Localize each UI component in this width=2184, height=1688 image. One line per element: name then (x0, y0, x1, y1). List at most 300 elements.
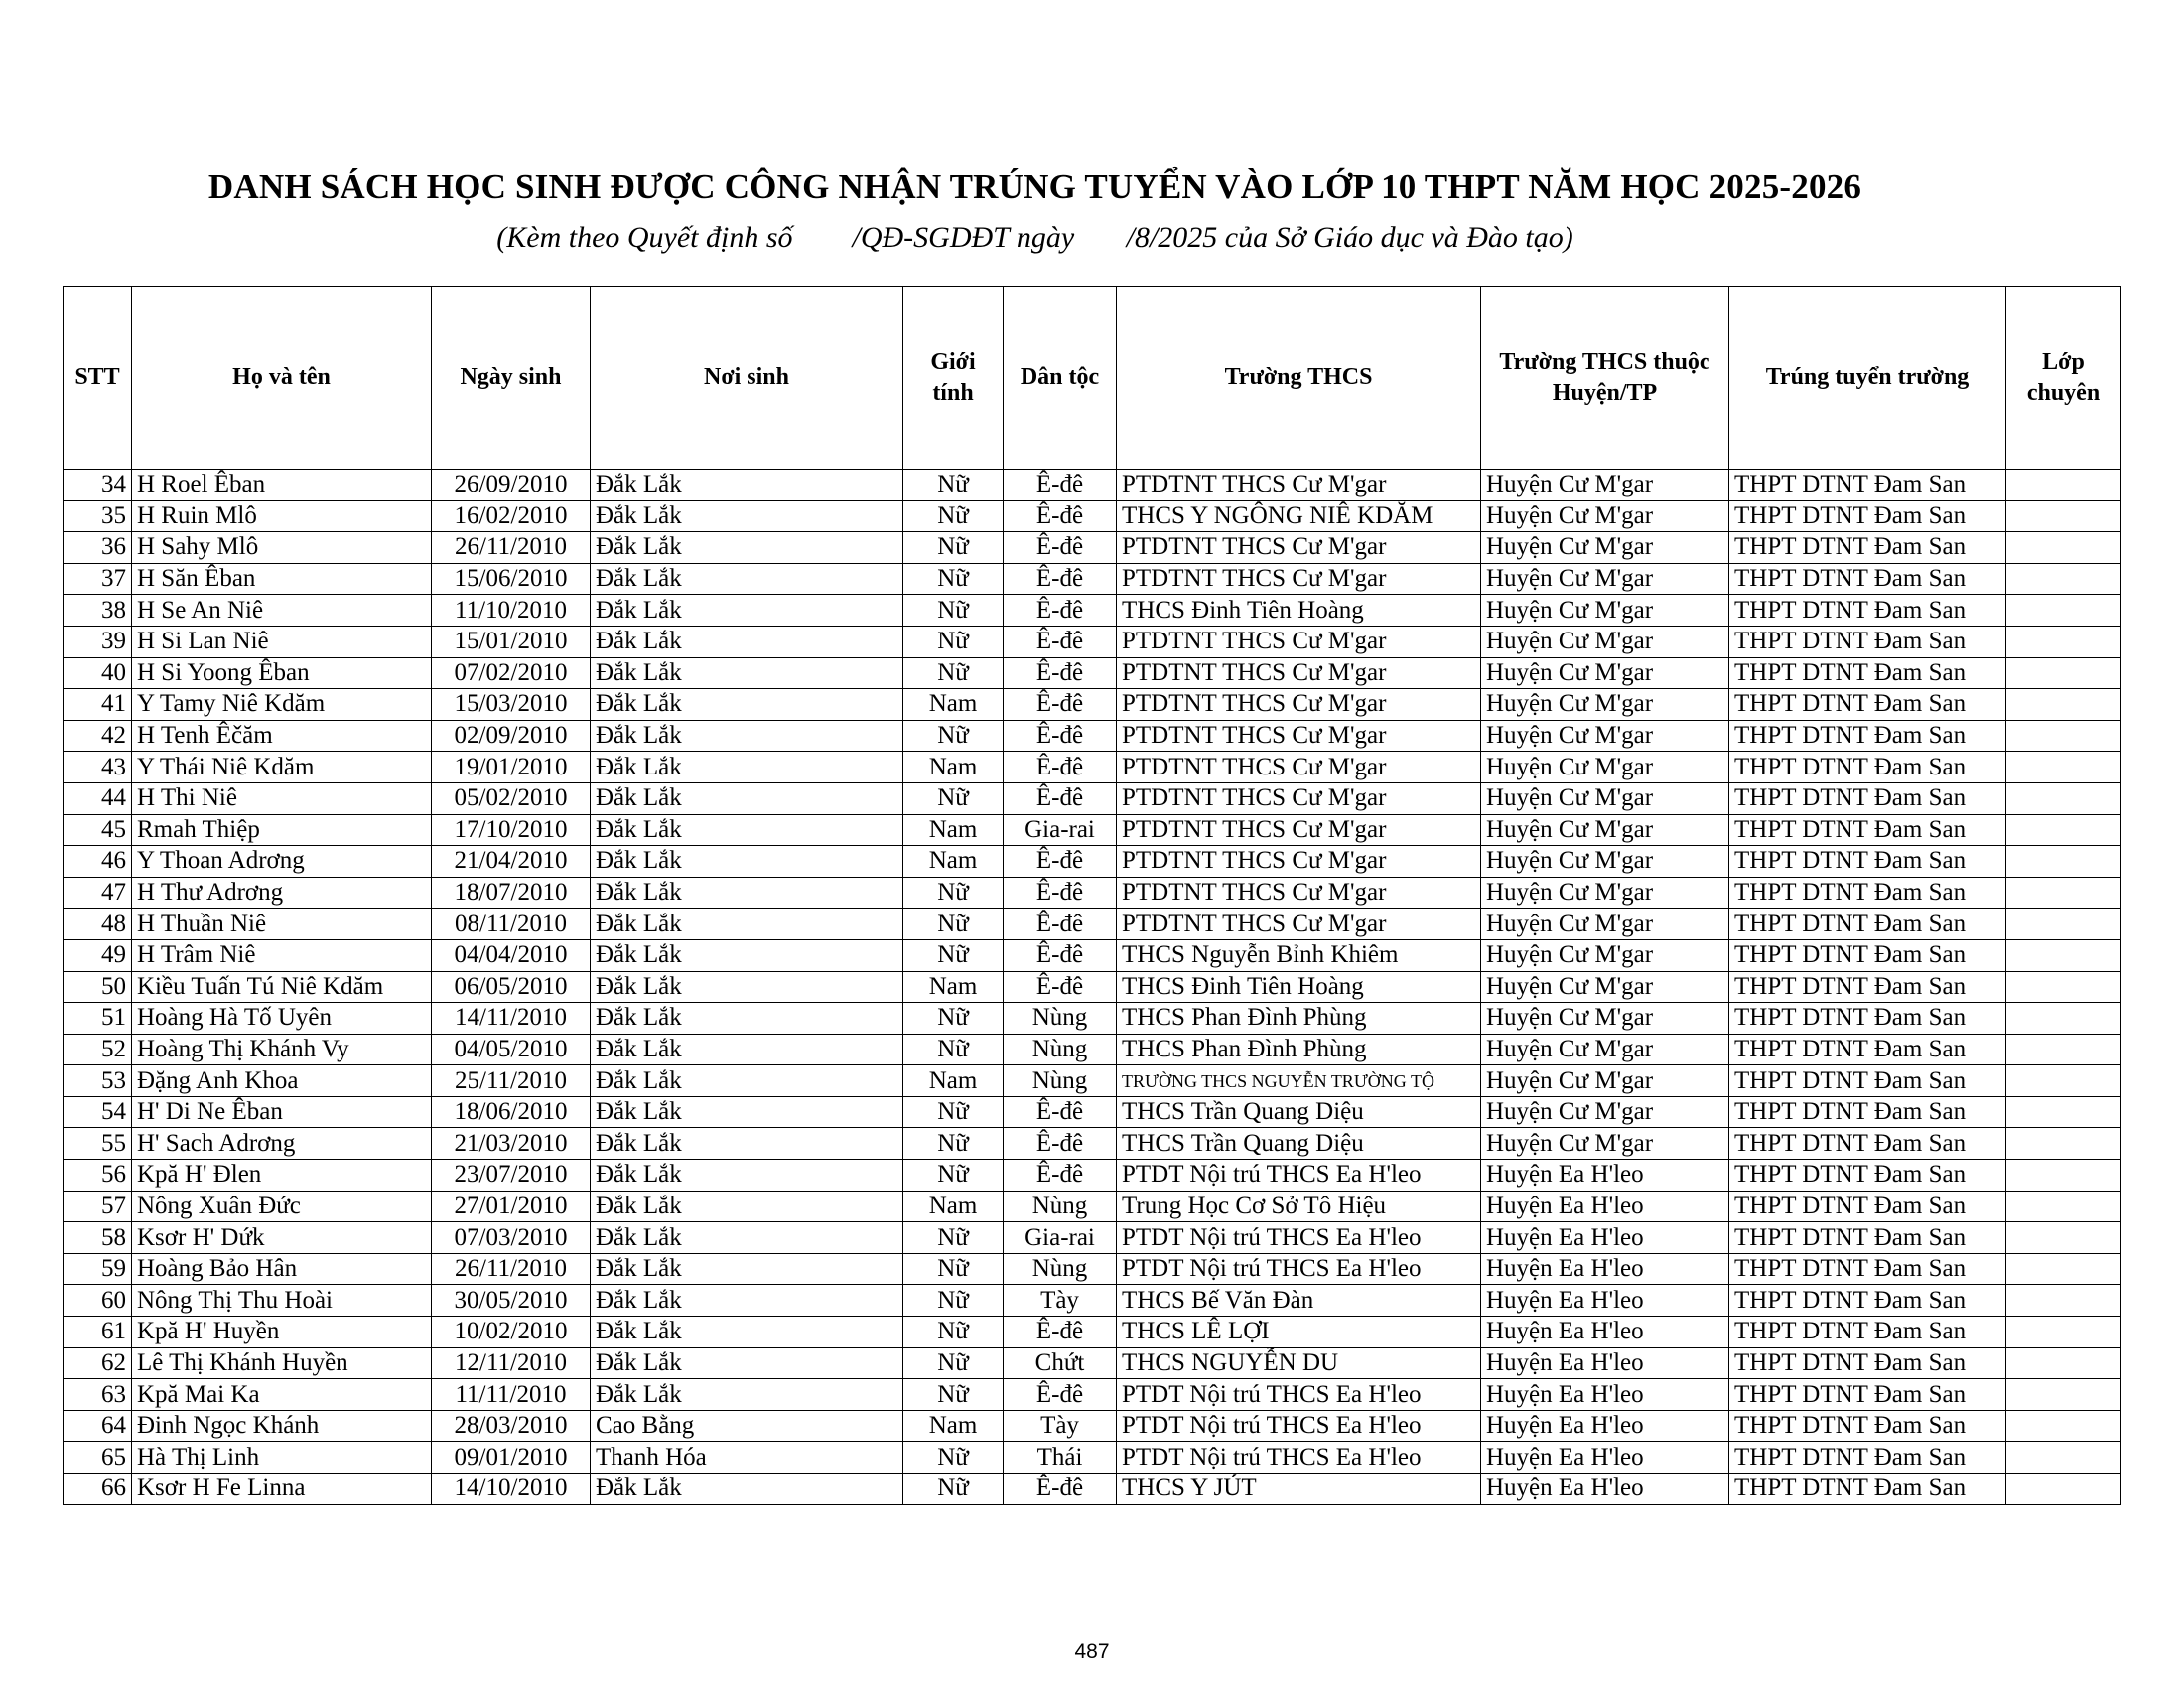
cell-special (2006, 939, 2121, 971)
cell-special (2006, 752, 2121, 783)
cell-school: THCS Đinh Tiên Hoàng (1117, 971, 1481, 1003)
cell-birthplace: Đắk Lắk (591, 1065, 903, 1097)
cell-district: Huyện Cư M'gar (1481, 1065, 1729, 1097)
table-row (64, 1253, 2121, 1285)
cell-school: THCS Y JÚT (1117, 1474, 1481, 1505)
cell-district: Huyện Ea H'leo (1481, 1253, 1729, 1285)
cell-gender: Nam (903, 1191, 1004, 1222)
cell-admitted: THPT DTNT Đam San (1729, 1065, 2006, 1097)
cell-special (2006, 1474, 2121, 1505)
cell-dob: 25/11/2010 (432, 1065, 591, 1097)
cell-school: PTDTNT THCS Cư M'gar (1117, 752, 1481, 783)
cell-stt: 51 (64, 1003, 132, 1035)
cell-school: PTDTNT THCS Cư M'gar (1117, 720, 1481, 752)
table-row (64, 657, 2121, 689)
cell-birthplace: Đắk Lắk (591, 1128, 903, 1160)
cell-gender: Nữ (903, 1222, 1004, 1254)
cell-dob: 02/09/2010 (432, 720, 591, 752)
cell-gender: Nữ (903, 877, 1004, 909)
cell-special (2006, 782, 2121, 814)
cell-stt: 43 (64, 752, 132, 783)
cell-birthplace: Thanh Hóa (591, 1442, 903, 1474)
table-row (64, 1379, 2121, 1411)
cell-school: PTDTNT THCS Cư M'gar (1117, 470, 1481, 501)
cell-ethnicity: Ê-đê (1004, 1128, 1117, 1160)
cell-stt: 61 (64, 1317, 132, 1348)
cell-admitted: THPT DTNT Đam San (1729, 1253, 2006, 1285)
cell-district: Huyện Ea H'leo (1481, 1222, 1729, 1254)
header-ethnicity: Dân tộc (1004, 287, 1117, 470)
table-row (64, 500, 2121, 532)
cell-birthplace: Đắk Lắk (591, 1317, 903, 1348)
cell-admitted: THPT DTNT Đam San (1729, 1410, 2006, 1442)
cell-name: H Sahy Mlô (132, 532, 432, 564)
cell-admitted: THPT DTNT Đam San (1729, 1474, 2006, 1505)
header-admitted: Trúng tuyển trường (1729, 287, 2006, 470)
cell-gender: Nam (903, 814, 1004, 846)
cell-stt: 62 (64, 1347, 132, 1379)
header-name: Họ và tên (132, 287, 432, 470)
cell-district: Huyện Ea H'leo (1481, 1379, 1729, 1411)
cell-gender: Nữ (903, 1317, 1004, 1348)
cell-gender: Nữ (903, 1096, 1004, 1128)
cell-birthplace: Đắk Lắk (591, 1096, 903, 1128)
table-row (64, 470, 2121, 501)
cell-name: H Ruin Mlô (132, 500, 432, 532)
cell-name: Kpă H' Huyền (132, 1317, 432, 1348)
cell-district: Huyện Ea H'leo (1481, 1347, 1729, 1379)
cell-gender: Nữ (903, 532, 1004, 564)
cell-district: Huyện Ea H'leo (1481, 1410, 1729, 1442)
cell-stt: 40 (64, 657, 132, 689)
cell-birthplace: Đắk Lắk (591, 1191, 903, 1222)
cell-name: Ksơr H' Dứk (132, 1222, 432, 1254)
cell-birthplace: Đắk Lắk (591, 1474, 903, 1505)
cell-ethnicity: Ê-đê (1004, 689, 1117, 721)
cell-ethnicity: Ê-đê (1004, 532, 1117, 564)
cell-gender: Nữ (903, 470, 1004, 501)
cell-admitted: THPT DTNT Đam San (1729, 563, 2006, 595)
table-row (64, 846, 2121, 878)
cell-name: Hoàng Hà Tố Uyên (132, 1003, 432, 1035)
cell-stt: 60 (64, 1285, 132, 1317)
cell-birthplace: Đắk Lắk (591, 1347, 903, 1379)
cell-stt: 39 (64, 626, 132, 657)
cell-dob: 05/02/2010 (432, 782, 591, 814)
cell-admitted: THPT DTNT Đam San (1729, 1347, 2006, 1379)
cell-special (2006, 1442, 2121, 1474)
cell-special (2006, 1160, 2121, 1192)
cell-special (2006, 846, 2121, 878)
cell-stt: 52 (64, 1034, 132, 1065)
cell-stt: 54 (64, 1096, 132, 1128)
cell-admitted: THPT DTNT Đam San (1729, 657, 2006, 689)
cell-special (2006, 657, 2121, 689)
cell-gender: Nữ (903, 1034, 1004, 1065)
cell-admitted: THPT DTNT Đam San (1729, 939, 2006, 971)
table-row (64, 1285, 2121, 1317)
table-row (64, 1034, 2121, 1065)
cell-dob: 15/01/2010 (432, 626, 591, 657)
cell-name: Ksơr H Fe Linna (132, 1474, 432, 1505)
table-row (64, 1474, 2121, 1505)
cell-stt: 49 (64, 939, 132, 971)
cell-birthplace: Đắk Lắk (591, 470, 903, 501)
cell-district: Huyện Cư M'gar (1481, 971, 1729, 1003)
cell-ethnicity: Ê-đê (1004, 595, 1117, 627)
cell-admitted: THPT DTNT Đam San (1729, 1379, 2006, 1411)
cell-dob: 27/01/2010 (432, 1191, 591, 1222)
cell-ethnicity: Gia-rai (1004, 1222, 1117, 1254)
cell-special (2006, 595, 2121, 627)
cell-gender: Nữ (903, 1474, 1004, 1505)
cell-school: PTDTNT THCS Cư M'gar (1117, 532, 1481, 564)
cell-stt: 48 (64, 909, 132, 940)
cell-name: H' Sach Adrơng (132, 1128, 432, 1160)
cell-district: Huyện Cư M'gar (1481, 877, 1729, 909)
cell-district: Huyện Ea H'leo (1481, 1160, 1729, 1192)
cell-gender: Nam (903, 846, 1004, 878)
document-subtitle: (Kèm theo Quyết định số /QĐ-SGDĐT ngày /8/2025 của Sở Giáo dục và Đào tạo) (496, 221, 1573, 254)
table-row (64, 595, 2121, 627)
cell-name: Hoàng Thị Khánh Vy (132, 1034, 432, 1065)
cell-name: H Tenh Êčăm (132, 720, 432, 752)
cell-district: Huyện Cư M'gar (1481, 752, 1729, 783)
table-row (64, 1003, 2121, 1035)
cell-birthplace: Đắk Lắk (591, 1003, 903, 1035)
table-row (64, 626, 2121, 657)
cell-district: Huyện Cư M'gar (1481, 814, 1729, 846)
cell-school: THCS Đinh Tiên Hoàng (1117, 595, 1481, 627)
cell-admitted: THPT DTNT Đam San (1729, 532, 2006, 564)
cell-admitted: THPT DTNT Đam San (1729, 846, 2006, 878)
cell-district: Huyện Cư M'gar (1481, 595, 1729, 627)
table-body (64, 470, 2121, 1505)
cell-district: Huyện Cư M'gar (1481, 563, 1729, 595)
cell-dob: 11/11/2010 (432, 1379, 591, 1411)
cell-birthplace: Đắk Lắk (591, 689, 903, 721)
cell-admitted: THPT DTNT Đam San (1729, 1317, 2006, 1348)
cell-stt: 47 (64, 877, 132, 909)
cell-district: Huyện Cư M'gar (1481, 1096, 1729, 1128)
cell-district: Huyện Cư M'gar (1481, 500, 1729, 532)
cell-district: Huyện Ea H'leo (1481, 1474, 1729, 1505)
cell-dob: 04/04/2010 (432, 939, 591, 971)
cell-school: PTDT Nội trú THCS Ea H'leo (1117, 1442, 1481, 1474)
cell-school: PTDTNT THCS Cư M'gar (1117, 689, 1481, 721)
cell-birthplace: Đắk Lắk (591, 626, 903, 657)
admission-table (63, 286, 2121, 1505)
cell-ethnicity: Ê-đê (1004, 846, 1117, 878)
cell-special (2006, 1222, 2121, 1254)
cell-ethnicity: Nùng (1004, 1191, 1117, 1222)
cell-gender: Nữ (903, 939, 1004, 971)
cell-dob: 28/03/2010 (432, 1410, 591, 1442)
cell-name: Hoàng Bảo Hân (132, 1253, 432, 1285)
cell-special (2006, 470, 2121, 501)
table-row (64, 1222, 2121, 1254)
cell-school: Trung Học Cơ Sở Tô Hiệu (1117, 1191, 1481, 1222)
cell-name: Y Tamy Niê Kdăm (132, 689, 432, 721)
table-row (64, 1160, 2121, 1192)
cell-special (2006, 626, 2121, 657)
table-row (64, 1442, 2121, 1474)
cell-ethnicity: Ê-đê (1004, 971, 1117, 1003)
cell-admitted: THPT DTNT Đam San (1729, 814, 2006, 846)
cell-name: Nông Xuân Đức (132, 1191, 432, 1222)
cell-dob: 15/03/2010 (432, 689, 591, 721)
cell-admitted: THPT DTNT Đam San (1729, 1442, 2006, 1474)
cell-ethnicity: Ê-đê (1004, 720, 1117, 752)
cell-admitted: THPT DTNT Đam San (1729, 1128, 2006, 1160)
cell-dob: 18/06/2010 (432, 1096, 591, 1128)
cell-name: Y Thoan Adrơng (132, 846, 432, 878)
cell-special (2006, 877, 2121, 909)
cell-dob: 07/03/2010 (432, 1222, 591, 1254)
cell-dob: 06/05/2010 (432, 971, 591, 1003)
cell-school: THCS Y NGÔNG NIÊ KDĂM (1117, 500, 1481, 532)
cell-admitted: THPT DTNT Đam San (1729, 1222, 2006, 1254)
cell-birthplace: Đắk Lắk (591, 532, 903, 564)
cell-name: Kpă H' Đlen (132, 1160, 432, 1192)
cell-admitted: THPT DTNT Đam San (1729, 500, 2006, 532)
table-row (64, 782, 2121, 814)
cell-ethnicity: Chứt (1004, 1347, 1117, 1379)
cell-birthplace: Đắk Lắk (591, 846, 903, 878)
cell-name: Lê Thị Khánh Huyền (132, 1347, 432, 1379)
cell-school: PTDTNT THCS Cư M'gar (1117, 814, 1481, 846)
cell-admitted: THPT DTNT Đam San (1729, 752, 2006, 783)
cell-ethnicity: Ê-đê (1004, 500, 1117, 532)
cell-ethnicity: Ê-đê (1004, 470, 1117, 501)
cell-birthplace: Đắk Lắk (591, 1285, 903, 1317)
cell-admitted: THPT DTNT Đam San (1729, 470, 2006, 501)
cell-district: Huyện Cư M'gar (1481, 846, 1729, 878)
cell-ethnicity: Ê-đê (1004, 657, 1117, 689)
cell-stt: 55 (64, 1128, 132, 1160)
cell-name: Đinh Ngọc Khánh (132, 1410, 432, 1442)
cell-birthplace: Đắk Lắk (591, 909, 903, 940)
cell-school: THCS Bế Văn Đàn (1117, 1285, 1481, 1317)
cell-name: H Thi Niê (132, 782, 432, 814)
cell-school: THCS Nguyễn Bỉnh Khiêm (1117, 939, 1481, 971)
cell-dob: 14/11/2010 (432, 1003, 591, 1035)
cell-gender: Nữ (903, 626, 1004, 657)
cell-dob: 26/11/2010 (432, 1253, 591, 1285)
cell-dob: 14/10/2010 (432, 1474, 591, 1505)
cell-gender: Nữ (903, 1128, 1004, 1160)
cell-special (2006, 814, 2121, 846)
table-row (64, 1065, 2121, 1097)
cell-gender: Nam (903, 1065, 1004, 1097)
cell-special (2006, 532, 2121, 564)
header-gender: Giới tính (903, 287, 1004, 470)
cell-district: Huyện Ea H'leo (1481, 1442, 1729, 1474)
cell-birthplace: Đắk Lắk (591, 595, 903, 627)
cell-special (2006, 971, 2121, 1003)
cell-birthplace: Đắk Lắk (591, 1160, 903, 1192)
cell-birthplace: Đắk Lắk (591, 939, 903, 971)
cell-school: PTDTNT THCS Cư M'gar (1117, 657, 1481, 689)
cell-gender: Nam (903, 1410, 1004, 1442)
cell-name: Kiều Tuấn Tú Niê Kdăm (132, 971, 432, 1003)
cell-ethnicity: Ê-đê (1004, 782, 1117, 814)
cell-district: Huyện Ea H'leo (1481, 1285, 1729, 1317)
cell-admitted: THPT DTNT Đam San (1729, 1285, 2006, 1317)
cell-stt: 45 (64, 814, 132, 846)
header-birthplace: Nơi sinh (591, 287, 903, 470)
cell-name: H Săn Êban (132, 563, 432, 595)
cell-stt: 53 (64, 1065, 132, 1097)
cell-stt: 56 (64, 1160, 132, 1192)
table-row (64, 939, 2121, 971)
cell-stt: 59 (64, 1253, 132, 1285)
cell-birthplace: Đắk Lắk (591, 563, 903, 595)
cell-special (2006, 1034, 2121, 1065)
cell-gender: Nữ (903, 1003, 1004, 1035)
cell-district: Huyện Cư M'gar (1481, 657, 1729, 689)
cell-dob: 30/05/2010 (432, 1285, 591, 1317)
cell-admitted: THPT DTNT Đam San (1729, 595, 2006, 627)
cell-special (2006, 1253, 2121, 1285)
header-district: Trường THCS thuộc Huyện/TP (1481, 287, 1729, 470)
cell-school: PTDT Nội trú THCS Ea H'leo (1117, 1253, 1481, 1285)
cell-birthplace: Đắk Lắk (591, 1253, 903, 1285)
header-school: Trường THCS (1117, 287, 1481, 470)
cell-dob: 26/11/2010 (432, 532, 591, 564)
cell-stt: 65 (64, 1442, 132, 1474)
cell-dob: 15/06/2010 (432, 563, 591, 595)
cell-name: Hà Thị Linh (132, 1442, 432, 1474)
cell-stt: 42 (64, 720, 132, 752)
cell-stt: 37 (64, 563, 132, 595)
cell-school: PTDTNT THCS Cư M'gar (1117, 909, 1481, 940)
cell-name: H Si Yoong Êban (132, 657, 432, 689)
cell-gender: Nữ (903, 909, 1004, 940)
cell-admitted: THPT DTNT Đam San (1729, 1096, 2006, 1128)
cell-dob: 23/07/2010 (432, 1160, 591, 1192)
cell-district: Huyện Cư M'gar (1481, 1128, 1729, 1160)
cell-special (2006, 500, 2121, 532)
cell-school: THCS Trần Quang Diệu (1117, 1128, 1481, 1160)
cell-district: Huyện Cư M'gar (1481, 626, 1729, 657)
cell-school: PTDTNT THCS Cư M'gar (1117, 846, 1481, 878)
cell-gender: Nam (903, 689, 1004, 721)
cell-school: THCS Phan Đình Phùng (1117, 1003, 1481, 1035)
cell-dob: 07/02/2010 (432, 657, 591, 689)
header-special: Lớp chuyên (2006, 287, 2121, 470)
cell-gender: Nữ (903, 1347, 1004, 1379)
cell-dob: 21/04/2010 (432, 846, 591, 878)
cell-school: THCS NGUYỄN DU (1117, 1347, 1481, 1379)
cell-ethnicity: Thái (1004, 1442, 1117, 1474)
cell-admitted: THPT DTNT Đam San (1729, 1191, 2006, 1222)
table-row (64, 877, 2121, 909)
cell-special (2006, 1379, 2121, 1411)
cell-gender: Nam (903, 971, 1004, 1003)
cell-dob: 21/03/2010 (432, 1128, 591, 1160)
cell-gender: Nữ (903, 595, 1004, 627)
cell-ethnicity: Ê-đê (1004, 909, 1117, 940)
cell-name: H Roel Êban (132, 470, 432, 501)
cell-birthplace: Đắk Lắk (591, 752, 903, 783)
table-row (64, 1128, 2121, 1160)
cell-admitted: THPT DTNT Đam San (1729, 689, 2006, 721)
cell-gender: Nữ (903, 657, 1004, 689)
cell-stt: 34 (64, 470, 132, 501)
cell-birthplace: Đắk Lắk (591, 971, 903, 1003)
cell-stt: 38 (64, 595, 132, 627)
cell-special (2006, 720, 2121, 752)
cell-ethnicity: Nùng (1004, 1003, 1117, 1035)
table-row (64, 752, 2121, 783)
cell-school: PTDTNT THCS Cư M'gar (1117, 626, 1481, 657)
cell-district: Huyện Cư M'gar (1481, 782, 1729, 814)
cell-name: Kpă Mai Ka (132, 1379, 432, 1411)
table-row (64, 1191, 2121, 1222)
cell-admitted: THPT DTNT Đam San (1729, 626, 2006, 657)
table-header-row (64, 287, 2121, 470)
cell-stt: 36 (64, 532, 132, 564)
cell-special (2006, 1285, 2121, 1317)
cell-birthplace: Đắk Lắk (591, 1379, 903, 1411)
cell-birthplace: Đắk Lắk (591, 500, 903, 532)
cell-district: Huyện Cư M'gar (1481, 689, 1729, 721)
cell-special (2006, 1410, 2121, 1442)
cell-ethnicity: Ê-đê (1004, 1317, 1117, 1348)
cell-name: Y Thái Niê Kdăm (132, 752, 432, 783)
cell-name: H' Di Ne Êban (132, 1096, 432, 1128)
cell-birthplace: Đắk Lắk (591, 657, 903, 689)
cell-school: PTDT Nội trú THCS Ea H'leo (1117, 1410, 1481, 1442)
cell-stt: 66 (64, 1474, 132, 1505)
cell-name: H Thuần Niê (132, 909, 432, 940)
cell-stt: 64 (64, 1410, 132, 1442)
document-title: DANH SÁCH HỌC SINH ĐƯỢC CÔNG NHẬN TRÚNG TUYỂN VÀO LỚP 10 THPT NĂM HỌC 2025-2026 (207, 167, 1862, 206)
cell-gender: Nữ (903, 1253, 1004, 1285)
cell-district: Huyện Cư M'gar (1481, 532, 1729, 564)
cell-school: PTDTNT THCS Cư M'gar (1117, 782, 1481, 814)
cell-gender: Nữ (903, 1160, 1004, 1192)
cell-name: H Thư Adrơng (132, 877, 432, 909)
header-stt: STT (64, 287, 132, 470)
cell-district: Huyện Cư M'gar (1481, 1034, 1729, 1065)
cell-ethnicity: Ê-đê (1004, 1160, 1117, 1192)
cell-stt: 35 (64, 500, 132, 532)
cell-school: PTDT Nội trú THCS Ea H'leo (1117, 1222, 1481, 1254)
cell-dob: 26/09/2010 (432, 470, 591, 501)
cell-ethnicity: Ê-đê (1004, 939, 1117, 971)
cell-name: Đặng Anh Khoa (132, 1065, 432, 1097)
cell-special (2006, 689, 2121, 721)
cell-ethnicity: Nùng (1004, 1065, 1117, 1097)
cell-ethnicity: Ê-đê (1004, 877, 1117, 909)
cell-special (2006, 1003, 2121, 1035)
cell-dob: 12/11/2010 (432, 1347, 591, 1379)
cell-ethnicity: Nùng (1004, 1034, 1117, 1065)
cell-special (2006, 1128, 2121, 1160)
table-row (64, 971, 2121, 1003)
table-row (64, 1347, 2121, 1379)
cell-school: THCS Trần Quang Diệu (1117, 1096, 1481, 1128)
cell-name: H Si Lan Niê (132, 626, 432, 657)
cell-special (2006, 909, 2121, 940)
cell-ethnicity: Tày (1004, 1410, 1117, 1442)
cell-dob: 08/11/2010 (432, 909, 591, 940)
cell-dob: 19/01/2010 (432, 752, 591, 783)
cell-special (2006, 563, 2121, 595)
cell-stt: 57 (64, 1191, 132, 1222)
